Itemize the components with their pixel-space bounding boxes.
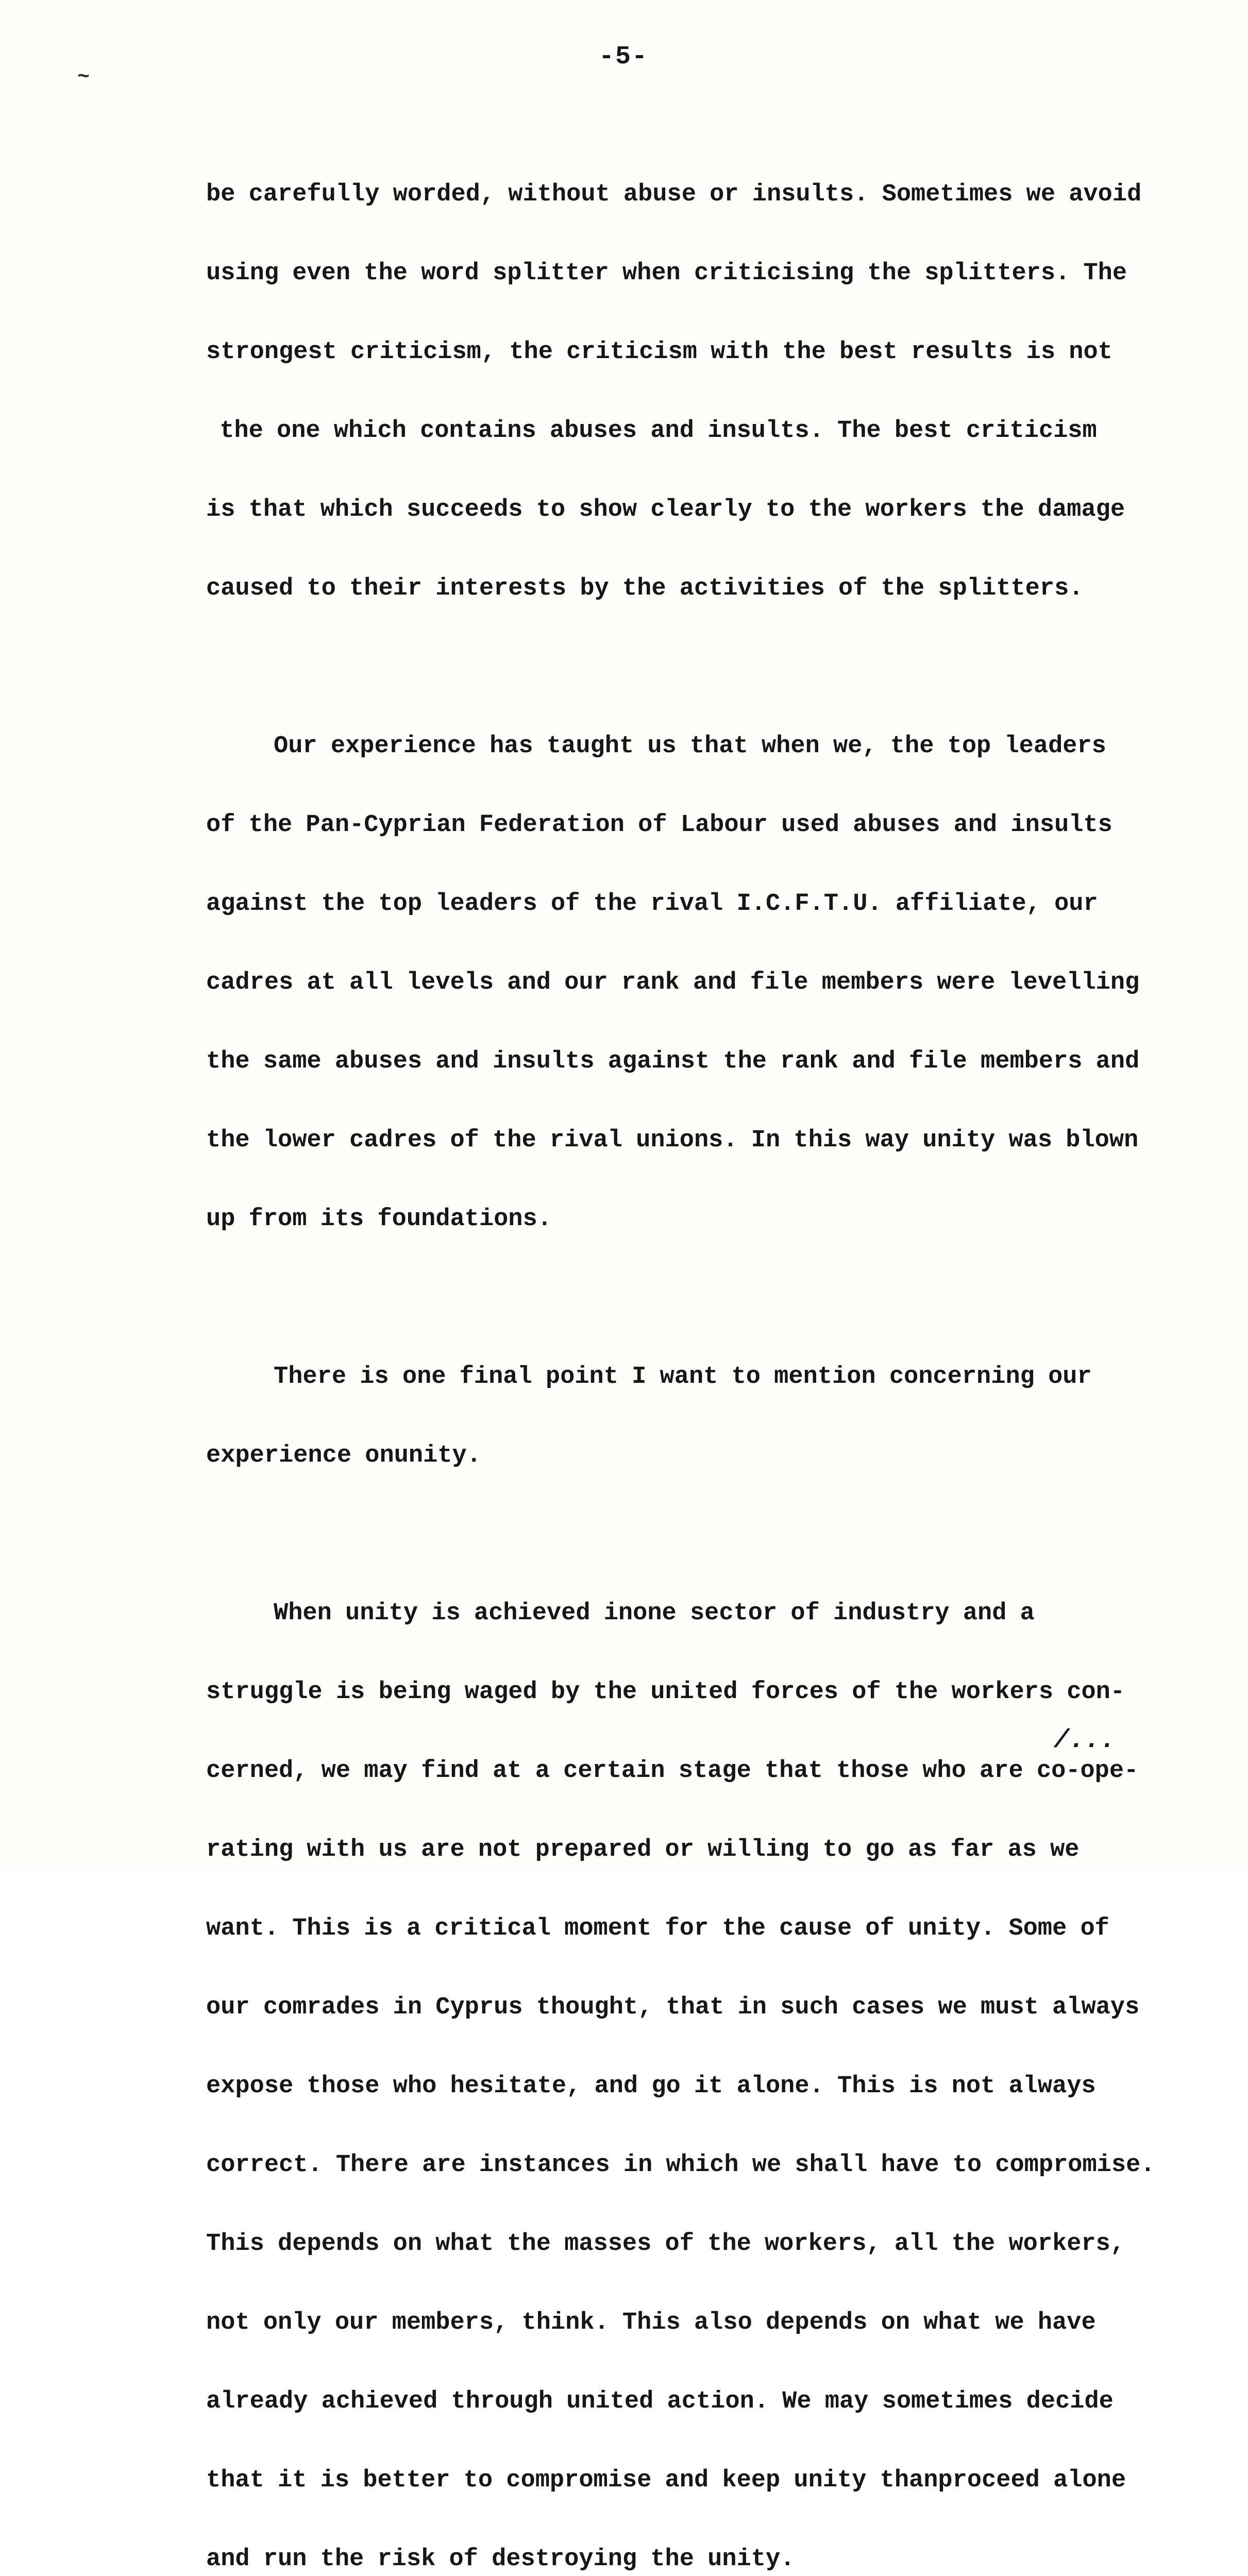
text-line: of the Pan-Cyprian Federation of Labour used abuses and insults	[206, 811, 1112, 839]
paragraph-splitter-criticism	[206, 129, 1226, 654]
text-line: cadres at all levels and our rank and file members were levelling	[206, 969, 1140, 996]
text-line: strongest criticism, the criticism with the best results is not	[206, 338, 1112, 366]
page-number: -5-	[598, 42, 648, 72]
text-line: our comrades in Cyprus thought, that in such cases we must always	[206, 1994, 1140, 2021]
text-line: the lower cadres of the rival unions. In this way unity was blown	[206, 1127, 1139, 1154]
paragraph-final-point	[206, 1311, 1226, 1521]
text-line: This depends on what the masses of the workers, all the workers,	[206, 2230, 1125, 2258]
text-line: expose those who hesitate, and go it alone. This is not always	[206, 2073, 1096, 2100]
text-line: want. This is a critical moment for the cause of unity. Some of	[206, 1915, 1109, 1942]
text-line: already achieved through united action. We may sometimes decide	[206, 2388, 1114, 2415]
body-text	[206, 129, 1226, 2576]
text-line: that it is better to compromise and keep unity thanproceed alone	[206, 2467, 1126, 2494]
text-line: be carefully worded, without abuse or insults. Sometimes we avoid	[206, 181, 1142, 208]
text-line: against the top leaders of the rival I.C.F.T.U. affiliate, our	[206, 890, 1098, 918]
text-line: experience onunity.	[206, 1442, 481, 1469]
text-line: the one which contains abuses and insults. The best criticism	[206, 417, 1097, 445]
text-line: the same abuses and insults against the rank and file members and	[206, 1048, 1140, 1075]
text-line: When unity is achieved inone sector of industry and a	[206, 1600, 1035, 1627]
continuation-mark: /...	[1054, 1726, 1116, 1755]
margin-mark: ~	[77, 66, 90, 89]
paragraph-unity-compromise	[206, 1548, 1226, 2576]
text-line: using even the word splitter when criticising the splitters. The	[206, 260, 1127, 287]
text-line: struggle is being waged by the united forces of the workers con-	[206, 1679, 1125, 1706]
text-line: caused to their interests by the activities of the splitters.	[206, 575, 1084, 602]
text-line: cerned, we may find at a certain stage that those who are co-ope-	[206, 1757, 1139, 1785]
paragraph-experience-abuses	[206, 681, 1226, 1285]
text-line: not only our members, think. This also depends on what we have	[206, 2309, 1096, 2336]
text-line: rating with us are not prepared or willing to go as far as we	[206, 1836, 1080, 1863]
text-line: up from its foundations.	[206, 1206, 552, 1233]
text-line: and run the risk of destroying the unity.	[206, 2546, 795, 2573]
text-line: correct. There are instances in which we shall have to compromise.	[206, 2151, 1155, 2179]
text-line: is that which succeeds to show clearly to the workers the damage	[206, 496, 1125, 523]
text-line: Our experience has taught us that when we, the top leaders	[206, 733, 1106, 760]
text-line: There is one final point I want to mention concerning our	[206, 1363, 1092, 1391]
